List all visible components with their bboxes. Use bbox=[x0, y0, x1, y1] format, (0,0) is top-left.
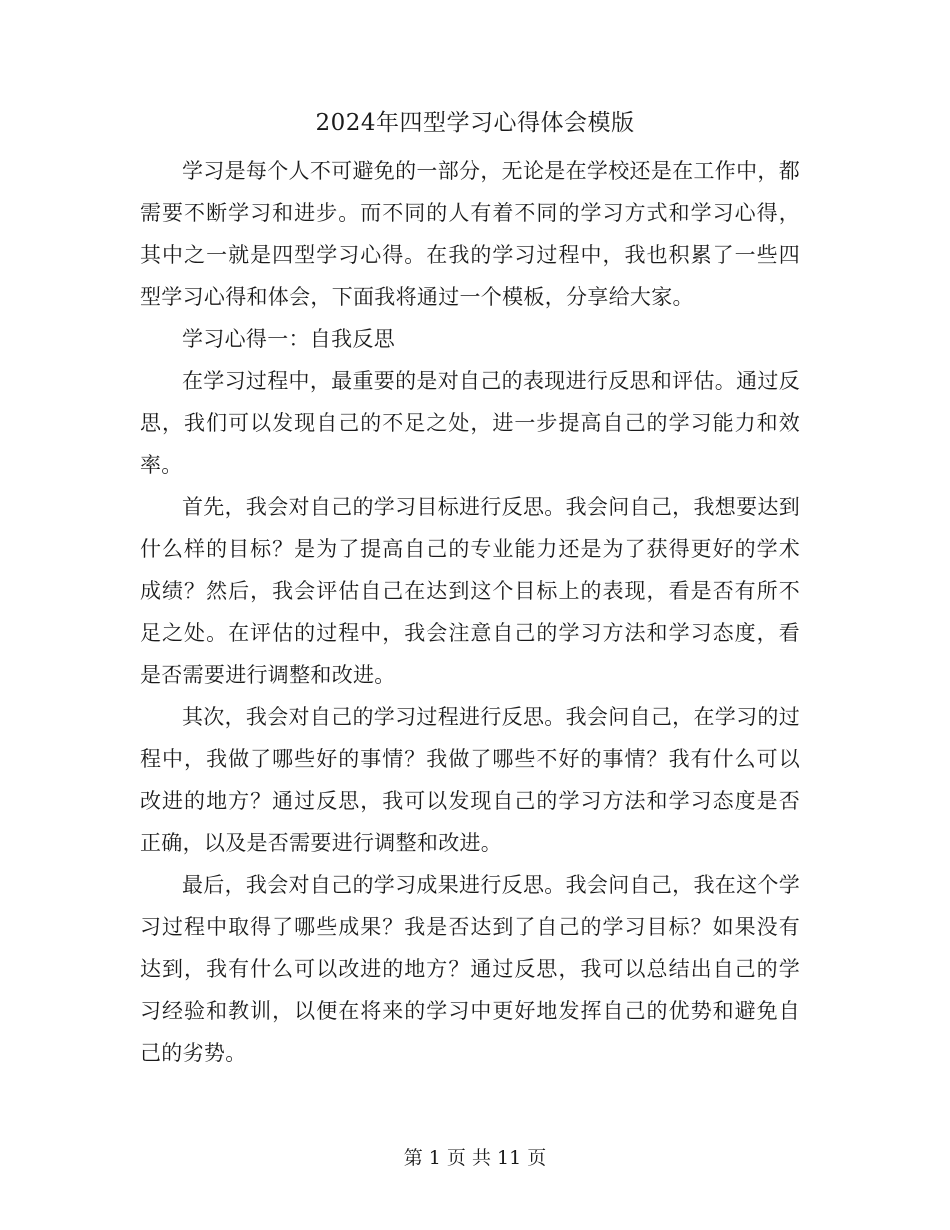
page-title: 2024年四型学习心得体会模版 bbox=[315, 110, 635, 136]
page-number-footer: 第 1 页 共 11 页 bbox=[403, 1147, 547, 1169]
paragraph: 首先，我会对自己的学习目标进行反思。我会问自己，我想要达到什么样的目标？是为了提高自己的专业能力还是为了获得更好的学术成绩？然后，我会评估自己在达到这个目标上的表现，看是否有所不足之处。在评估的过程中，我会注意自己的学习方法和学习态度，看是否需要进行调整和改进。 bbox=[140, 495, 800, 687]
paragraph: 最后，我会对自己的学习成果进行反思。我会问自己，我在这个学习过程中取得了哪些成果？我是否达到了自己的学习目标？如果没有达到，我有什么可以改进的地方？通过反思，我可以总结出自己的学习经验和教训，以便在将来的学习中更好地发挥自己的优势和避免自己的劣势。 bbox=[140, 873, 800, 1065]
section-heading: 学习心得一：自我反思 bbox=[182, 327, 395, 351]
paragraph-intro: 学习是每个人不可避免的一部分，无论是在学校还是在工作中，都需要不断学习和进步。而不同的人有着不同的学习方式和学习心得，其中之一就是四型学习心得。在我的学习过程中，我也积累了一些四型学习心得和体会，下面我将通过一个模板，分享给大家。 bbox=[140, 159, 800, 309]
document-body bbox=[140, 150, 800, 1074]
paragraph: 其次，我会对自己的学习过程进行反思。我会问自己，在学习的过程中，我做了哪些好的事情？我做了哪些不好的事情？我有什么可以改进的地方？通过反思，我可以发现自己的学习方法和学习态度是否正确，以及是否需要进行调整和改进。 bbox=[140, 705, 800, 855]
paragraph: 在学习过程中，最重要的是对自己的表现进行反思和评估。通过反思，我们可以发现自己的不足之处，进一步提高自己的学习能力和效率。 bbox=[140, 369, 800, 477]
